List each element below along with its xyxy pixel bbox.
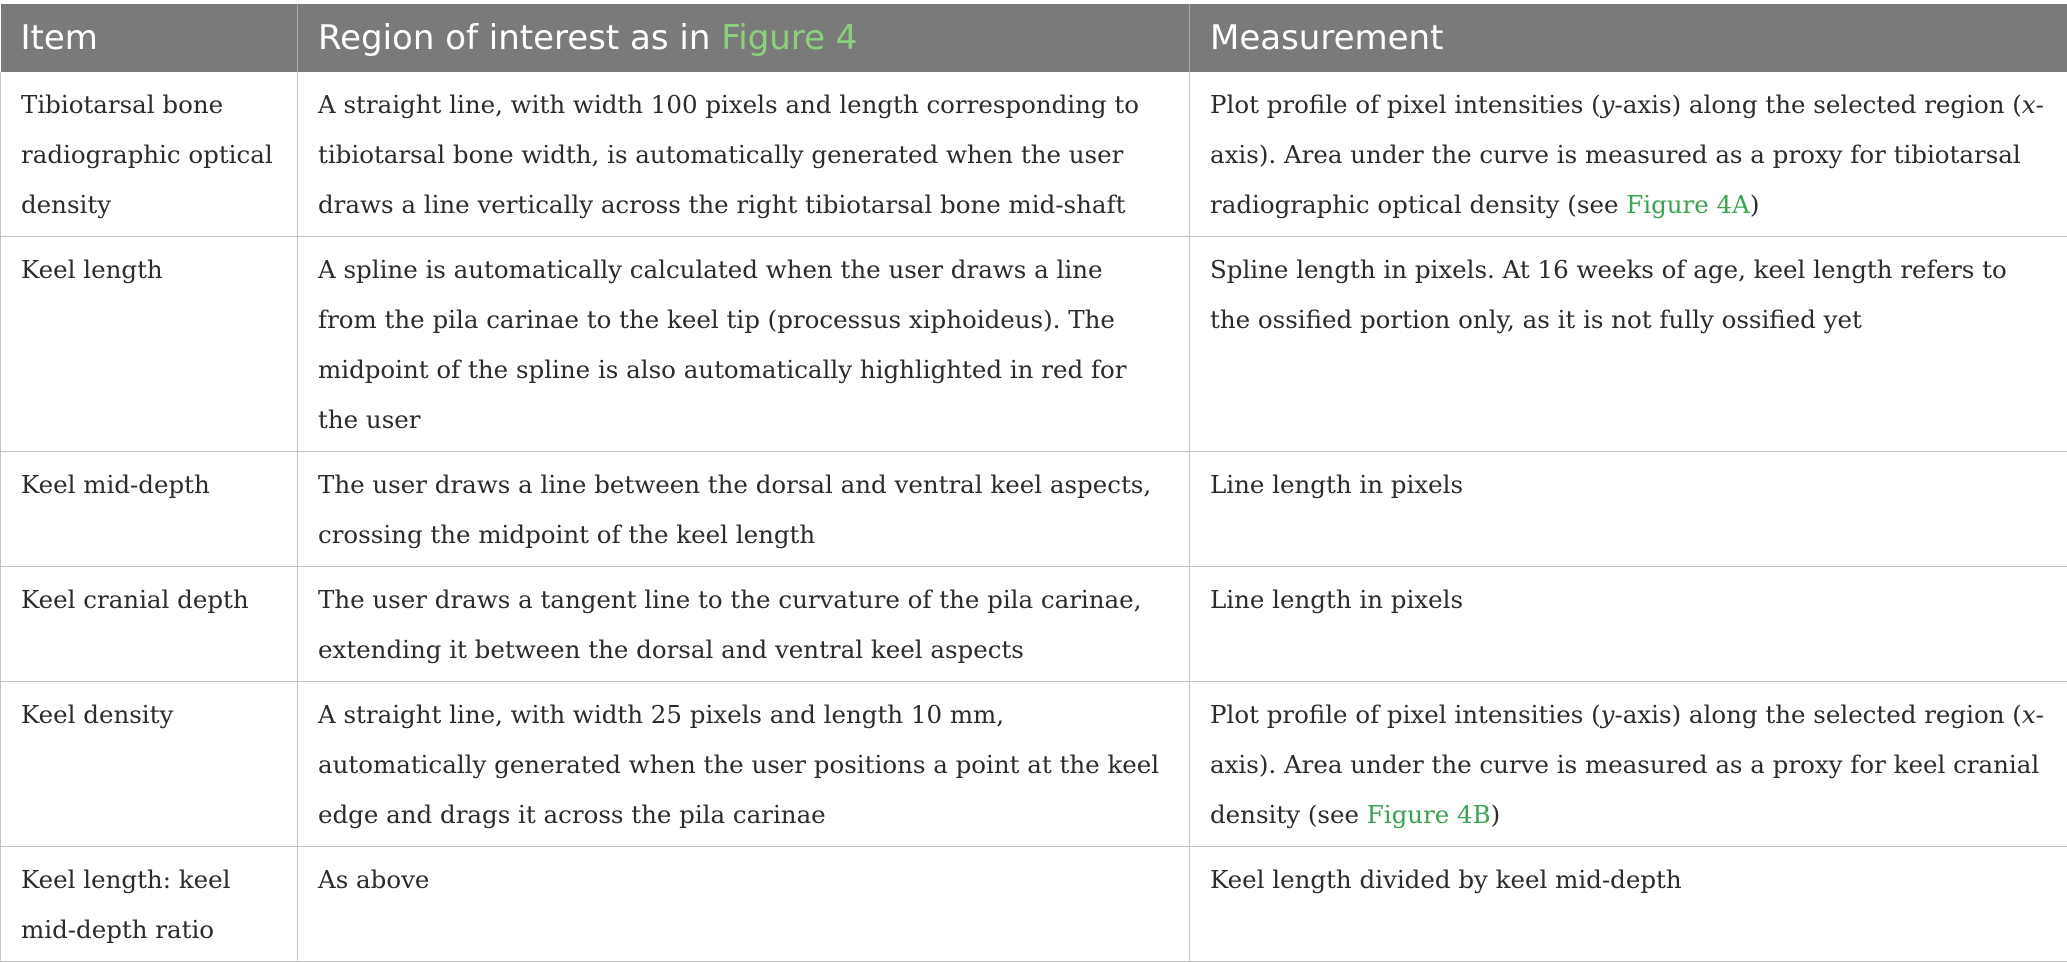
text: -axis) along the selected region ( [1614, 700, 2021, 729]
figure-4a-link[interactable]: Figure 4A [1626, 190, 1750, 219]
text: -axis). Area under the curve is measured as a proxy for tibiotarsal radiographic optical density (see [1210, 90, 2044, 219]
y-var: y [1601, 700, 1615, 729]
x-var: x [2022, 700, 2036, 729]
table-container [0, 4, 2067, 962]
text: Plot profile of pixel intensities ( [1210, 90, 1601, 119]
cell-measurement: Spline length in pixels. At 16 weeks of age, keel length refers to the ossified portion only, as it is not fully ossified yet [1190, 237, 2067, 452]
measurements-table [0, 4, 2067, 962]
cell-item: Keel length: keel mid-depth ratio [1, 847, 298, 962]
cell-measurement: Line length in pixels [1190, 567, 2067, 682]
table-row [1, 237, 2067, 452]
cell-region: A spline is automatically calculated when the user draws a line from the pila carinae to the keel tip (processus xiphoideus). The midpoint of the spline is also automatically highlighted in red for the user [298, 237, 1190, 452]
cell-measurement [1190, 72, 2067, 237]
cell-item: Keel length [1, 237, 298, 452]
cell-region: The user draws a line between the dorsal and ventral keel aspects, crossing the midpoint of the keel length [298, 452, 1190, 567]
cell-measurement: Line length in pixels [1190, 452, 2067, 567]
cell-region: The user draws a tangent line to the curvature of the pila carinae, extending it between the dorsal and ventral keel aspects [298, 567, 1190, 682]
header-measurement: Measurement [1190, 4, 2067, 72]
table-row [1, 72, 2067, 237]
cell-measurement [1190, 682, 2067, 847]
table-row [1, 682, 2067, 847]
figure-4b-link[interactable]: Figure 4B [1367, 800, 1491, 829]
header-region [298, 4, 1190, 72]
text: -axis) along the selected region ( [1614, 90, 2021, 119]
x-var: x [2022, 90, 2036, 119]
text: ) [1491, 800, 1501, 829]
cell-item: Keel density [1, 682, 298, 847]
text: -axis). Area under the curve is measured as a proxy for keel cranial density (see [1210, 700, 2044, 829]
table-header-row [1, 4, 2067, 72]
table-row [1, 567, 2067, 682]
text: Plot profile of pixel intensities ( [1210, 700, 1601, 729]
table-row [1, 847, 2067, 962]
cell-item: Tibiotarsal bone radiographic optical density [1, 72, 298, 237]
y-var: y [1601, 90, 1615, 119]
cell-region: A straight line, with width 25 pixels and length 10 mm, automatically generated when the user positions a point at the keel edge and drags it across the pila carinae [298, 682, 1190, 847]
cell-measurement: Keel length divided by keel mid-depth [1190, 847, 2067, 962]
table-row [1, 452, 2067, 567]
cell-region: A straight line, with width 100 pixels and length corresponding to tibiotarsal bone width, is automatically generated when the user draws a line vertically across the right tibiotarsal bone mid-shaft [298, 72, 1190, 237]
text: ) [1750, 190, 1760, 219]
header-item: Item [1, 4, 298, 72]
header-region-text: Region of interest as in [318, 18, 721, 58]
figure-4-link[interactable]: Figure 4 [721, 18, 857, 58]
cell-item: Keel cranial depth [1, 567, 298, 682]
cell-item: Keel mid-depth [1, 452, 298, 567]
cell-region: As above [298, 847, 1190, 962]
